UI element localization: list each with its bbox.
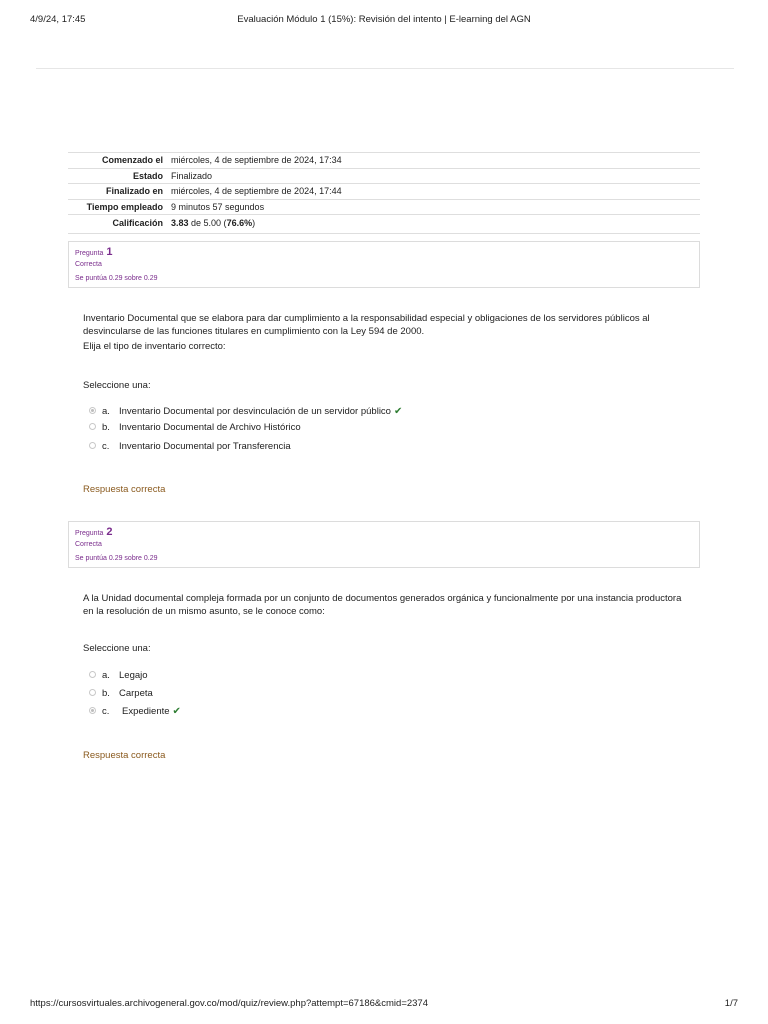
summary-value: Finalizado: [167, 168, 700, 184]
summary-label: Estado: [68, 168, 167, 184]
question-info-box: [68, 521, 700, 568]
question-text: A la Unidad documental compleja formada por un conjunto de documentos generados orgánica y funcionalmente por una instancia productora en la resolución de un mismo asunto, se le conoce como:: [83, 593, 682, 617]
option-letter: c.: [102, 441, 110, 452]
question-word: Pregunta: [75, 530, 104, 537]
question-grade: Se puntúa 0.29 sobre 0.29: [75, 275, 158, 282]
option-label: Inventario Documental por desvinculación de un servidor público: [119, 406, 391, 417]
check-icon: ✔: [393, 406, 403, 417]
answer-option[interactable]: [89, 705, 181, 719]
answer-option[interactable]: [89, 669, 148, 683]
summary-row-started: [68, 153, 700, 169]
radio-button[interactable]: [89, 423, 96, 430]
radio-button[interactable]: [89, 442, 96, 449]
question-word: Pregunta: [75, 250, 104, 257]
grade-score: 3.83: [171, 218, 189, 228]
grade-value: [167, 215, 700, 234]
summary-value: 9 minutos 57 segundos: [167, 199, 700, 215]
radio-button[interactable]: [89, 689, 96, 696]
summary-row-finished: [68, 184, 700, 200]
question-number: [75, 246, 113, 258]
answer-option[interactable]: [89, 421, 301, 435]
option-letter: b.: [102, 422, 110, 433]
radio-button-selected[interactable]: [89, 407, 96, 414]
summary-label: Comenzado el: [68, 153, 167, 169]
grade-end: ): [252, 218, 256, 228]
question-instruction: Elija el tipo de inventario correcto:: [83, 341, 226, 352]
select-prompt: Seleccione una:: [83, 643, 151, 654]
print-header: [30, 14, 738, 28]
question-text: Inventario Documental que se elabora para dar cumplimiento a la responsabilidad especial y obligaciones de los servidores públicos al desvincularse de las funciones titulares en cumplimiento con la Ley 594 de 2000.: [83, 313, 650, 337]
question-state: Correcta: [75, 541, 102, 548]
answer-option[interactable]: [89, 405, 402, 419]
grade-middle: de 5.00 (: [188, 218, 227, 228]
answer-feedback: Respuesta correcta: [83, 750, 166, 761]
summary-value: miércoles, 4 de septiembre de 2024, 17:34: [167, 153, 700, 169]
select-prompt: Seleccione una:: [83, 380, 151, 391]
option-label: Expediente: [122, 706, 170, 717]
option-label: Carpeta: [119, 688, 153, 699]
answer-option[interactable]: [89, 440, 291, 454]
option-letter: a.: [102, 670, 110, 681]
summary-row-time: [68, 199, 700, 215]
question-number-value: 2: [106, 526, 113, 538]
option-letter: b.: [102, 688, 110, 699]
print-url: https://cursosvirtuales.archivogeneral.gov.co/mod/quiz/review.php?attempt=67186&cmid=2374: [30, 998, 428, 1009]
summary-label: Finalizado en: [68, 184, 167, 200]
option-letter: c.: [102, 706, 110, 717]
page-divider: [36, 68, 734, 69]
question-number-value: 1: [106, 246, 113, 258]
summary-label: Calificación: [68, 215, 167, 234]
question-info-box: [68, 241, 700, 288]
question-number: [75, 526, 113, 538]
print-footer: [30, 998, 738, 1012]
summary-row-grade: [68, 215, 700, 234]
radio-button-selected[interactable]: [89, 707, 96, 714]
option-label: Legajo: [119, 670, 148, 681]
question-state: Correcta: [75, 261, 102, 268]
radio-button[interactable]: [89, 671, 96, 678]
option-label: Inventario Documental de Archivo Histórico: [119, 422, 301, 433]
check-icon: ✔: [172, 706, 181, 717]
print-title: Evaluación Módulo 1 (15%): Revisión del intento | E-learning del AGN: [237, 14, 531, 25]
option-letter: a.: [102, 406, 110, 417]
page-count: 1/7: [724, 998, 738, 1009]
summary-value: miércoles, 4 de septiembre de 2024, 17:44: [167, 184, 700, 200]
option-label: Inventario Documental por Transferencia: [119, 441, 291, 452]
answer-feedback: Respuesta correcta: [83, 484, 166, 495]
answer-option[interactable]: [89, 687, 153, 701]
summary-label: Tiempo empleado: [68, 199, 167, 215]
summary-row-state: [68, 168, 700, 184]
question-grade: Se puntúa 0.29 sobre 0.29: [75, 555, 158, 562]
attempt-summary-table: [68, 152, 700, 234]
print-date: 4/9/24, 17:45: [30, 14, 86, 25]
grade-percent: 76.6%: [226, 218, 253, 228]
